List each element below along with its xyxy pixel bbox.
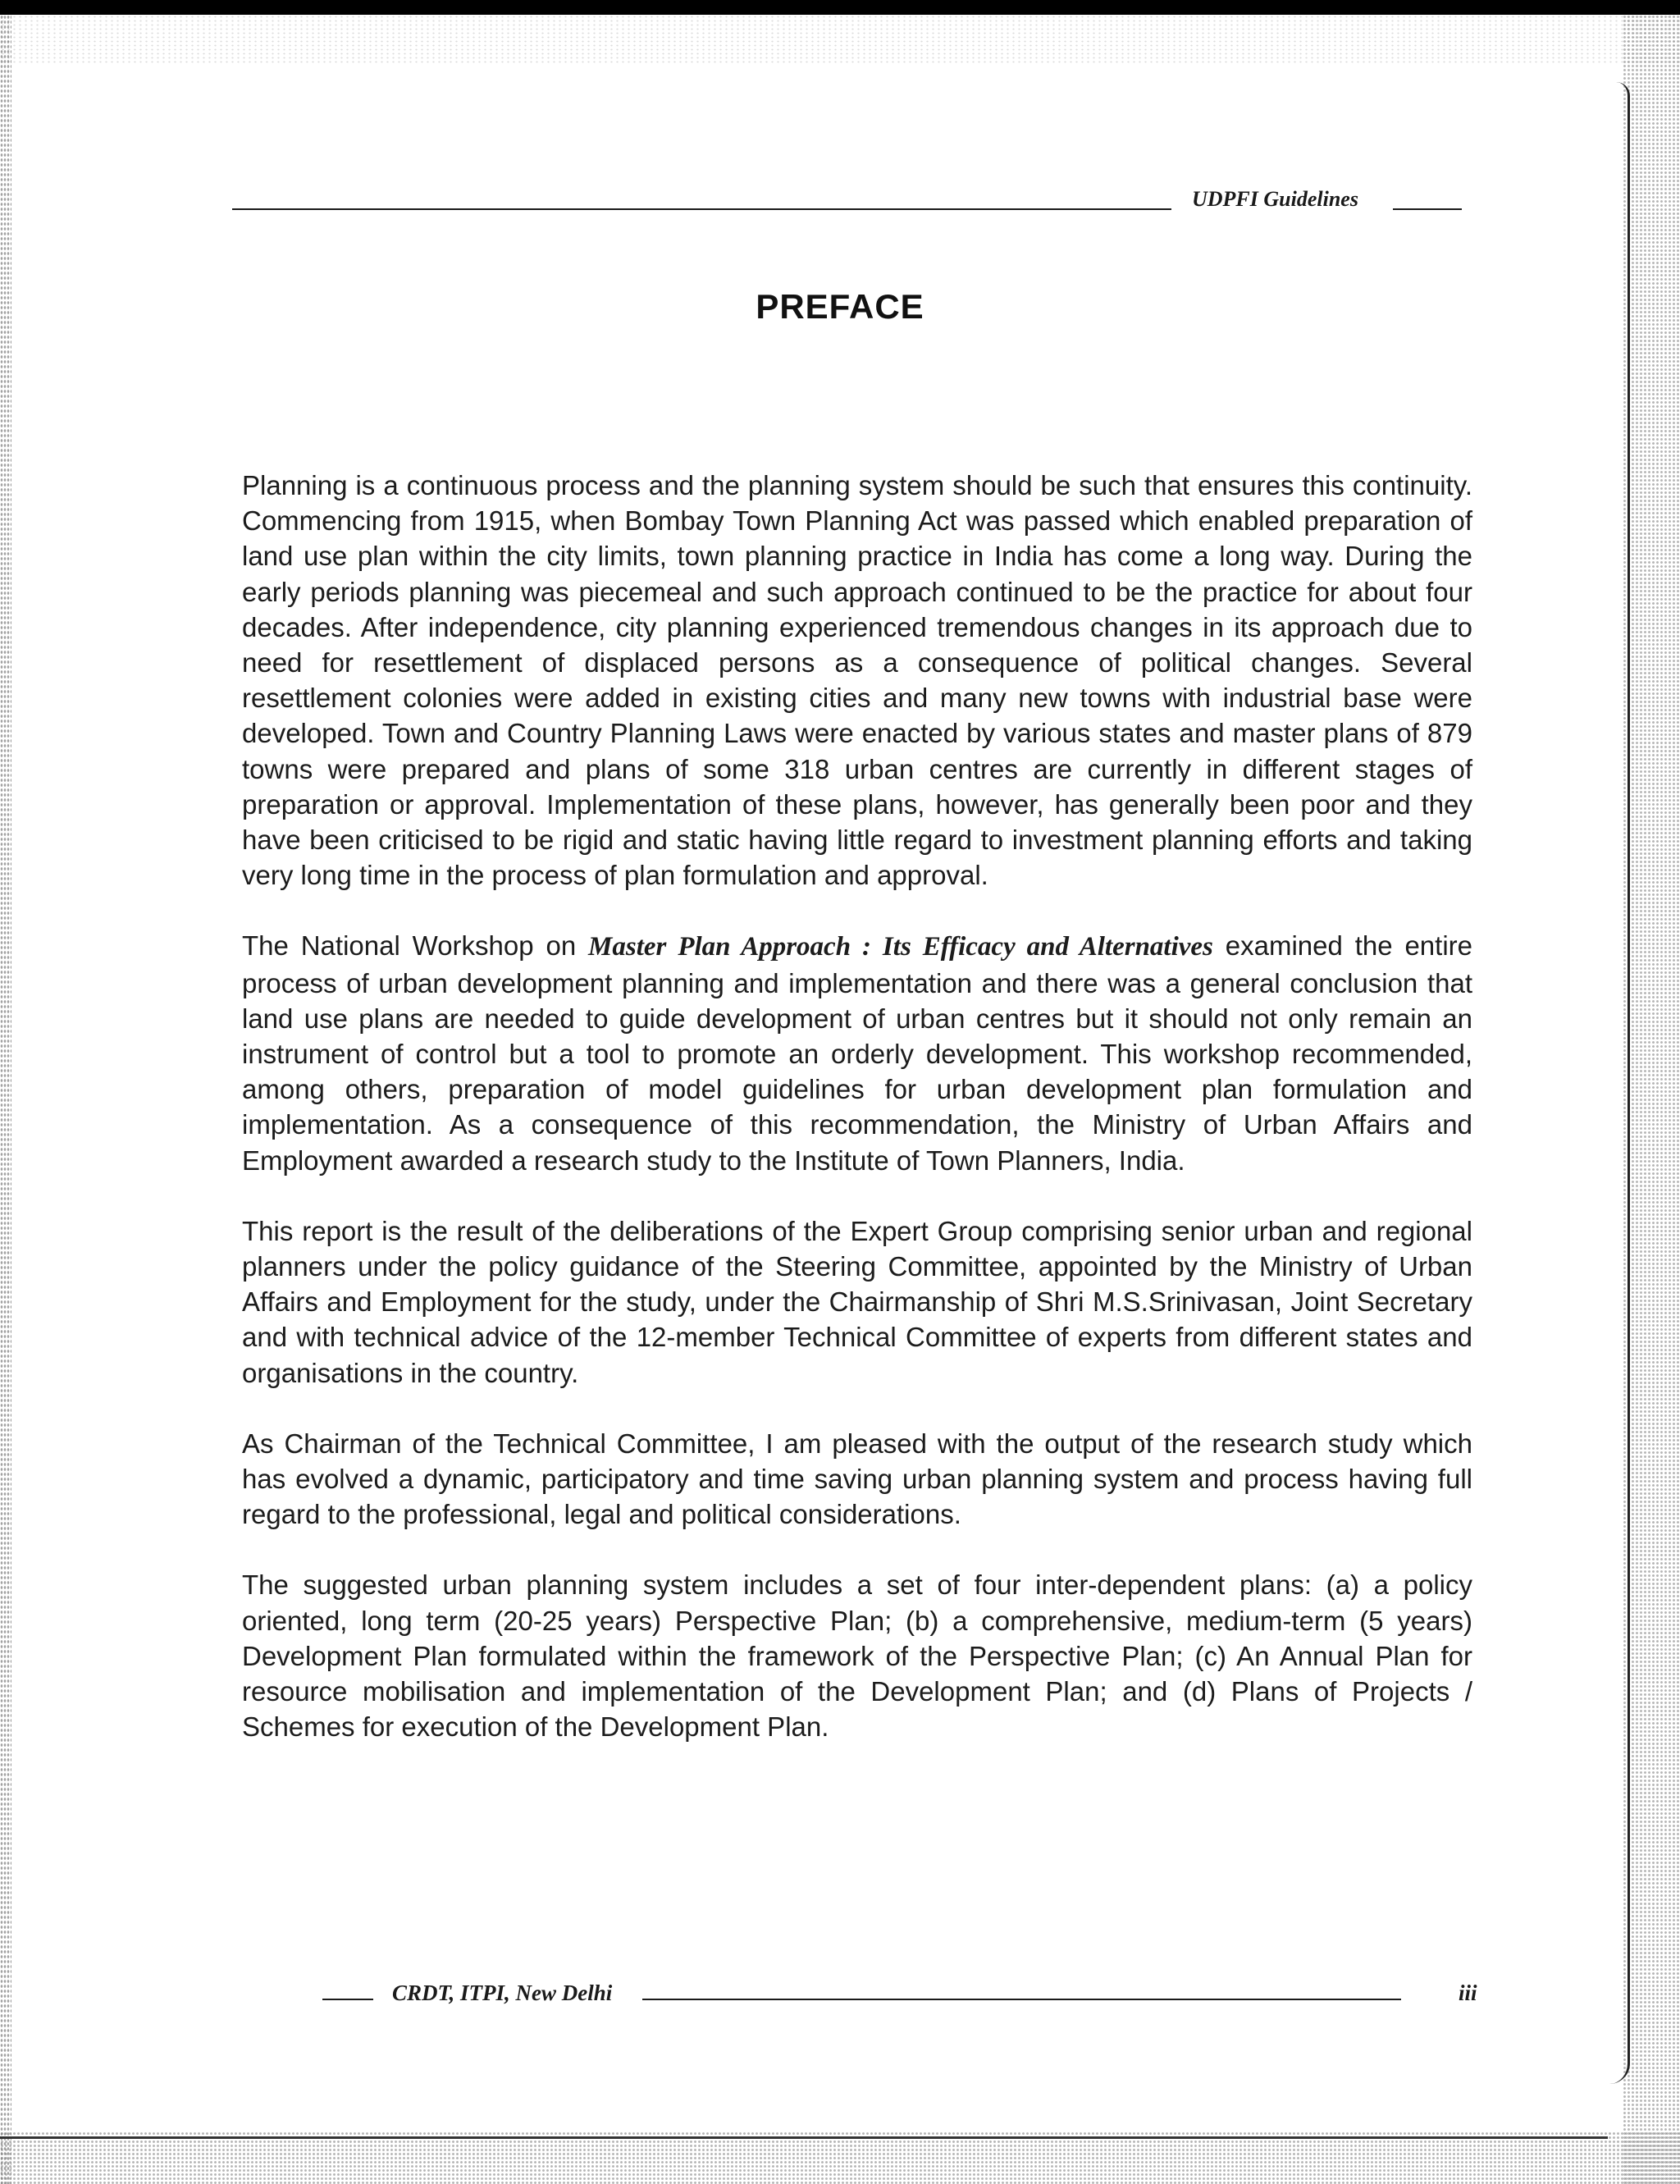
paragraph-workshop bbox=[242, 928, 1472, 1177]
footer-rule-left bbox=[322, 1999, 373, 2000]
paragraph-report: This report is the result of the deliberations of the Expert Group comprising senior urban and regional planners under the policy guidance of the Steering Committee, appointed by the Ministry of Urban Affairs and Employment for the study, under the Chairmanship of Shri M.S.Srinivasan, Joint Secretary and with technical advice of the 12-member Technical Committee of experts from different states and organisations in the country. bbox=[242, 1215, 1472, 1388]
paragraph-planning-system: The suggested urban planning system includes a set of four inter-dependent plans: (a) a policy oriented, long term (20-25 years) Perspective Plan; (b) a comprehensive, medium-term (5 years) Development Plan formulated within the framework of the Perspective Plan; (c) An Annual Plan for resource mobilisation and implementation of the Development Plan; and (d) Plans of Projects / Schemes for execution of the Development Plan. bbox=[242, 1569, 1472, 1743]
scan-left-edge bbox=[0, 15, 11, 2184]
paragraph-history: Planning is a continuous process and the planning system should be such that ensures this continuity. Commencing from 1915, when Bombay Town Planning Act was passed which enabled preparation of land use plan within the city limits, town planning practice in India has come a long way. During the early periods planning was piecemeal and such approach continued to be the practice for about four decades. After independence, city planning experienced tremendous changes in its approach due to need for resettlement of displaced persons as a consequence of political changes. Several resettlement colonies were added in existing cities and many new towns with industrial base were developed. Town and Country Planning Laws were enacted by various states and master plans of 879 towns were prepared and plans of some 318 urban centres are currently in different stages of preparation or approval. Implementation of these plans, however, has generally been poor and they have been criticised to be rigid and static having little regard to investment planning efforts and taking very long time in the process of plan formulation and approval. bbox=[242, 470, 1472, 891]
running-header bbox=[232, 182, 1463, 215]
paragraph-workshop-rest: examined the entire process of urban development planning and implementation and there was a general conclusion that land use plans are needed to guide development of urban centres but it should not only remain an instrument of control but a tool to promote an orderly development. This workshop recommended, among others, preparation of model guidelines for urban development plan formulation and implementation. As a consequence of this recommendation, the Ministry of Urban Affairs and Employment awarded a research study to the Institute of Town Planners, India. bbox=[242, 930, 1472, 1176]
header-rule-left bbox=[232, 208, 1171, 210]
body-text bbox=[242, 468, 1472, 1780]
footer-publisher: CRDT, ITPI, New Delhi bbox=[392, 1981, 613, 2005]
scan-top-border bbox=[0, 0, 1680, 15]
page-bottom-edge bbox=[0, 2136, 1608, 2139]
paragraph-workshop-lead: The National Workshop on bbox=[242, 930, 589, 962]
footer-rule-right bbox=[642, 1999, 1401, 2000]
page-title: PREFACE bbox=[756, 287, 924, 326]
header-rule-right bbox=[1393, 208, 1462, 210]
running-footer bbox=[322, 1981, 1487, 2013]
page-number: iii bbox=[1459, 1981, 1477, 2005]
page-curl-edge bbox=[1609, 82, 1630, 2084]
scan-bottom-shadow bbox=[0, 2131, 1680, 2184]
workshop-title-emphasis: Master Plan Approach : Its Efficacy and Alternatives bbox=[588, 932, 1213, 962]
paragraph-chairman: As Chairman of the Technical Committee, I am pleased with the output of the research study which has evolved a dynamic, participatory and time saving urban planning system and process having full regard to the professional, legal and political considerations. bbox=[242, 1428, 1472, 1530]
running-title: UDPFI Guidelines bbox=[1192, 187, 1358, 211]
scan-right-shadow bbox=[1623, 15, 1680, 2184]
scan-top-noise bbox=[0, 15, 1680, 64]
